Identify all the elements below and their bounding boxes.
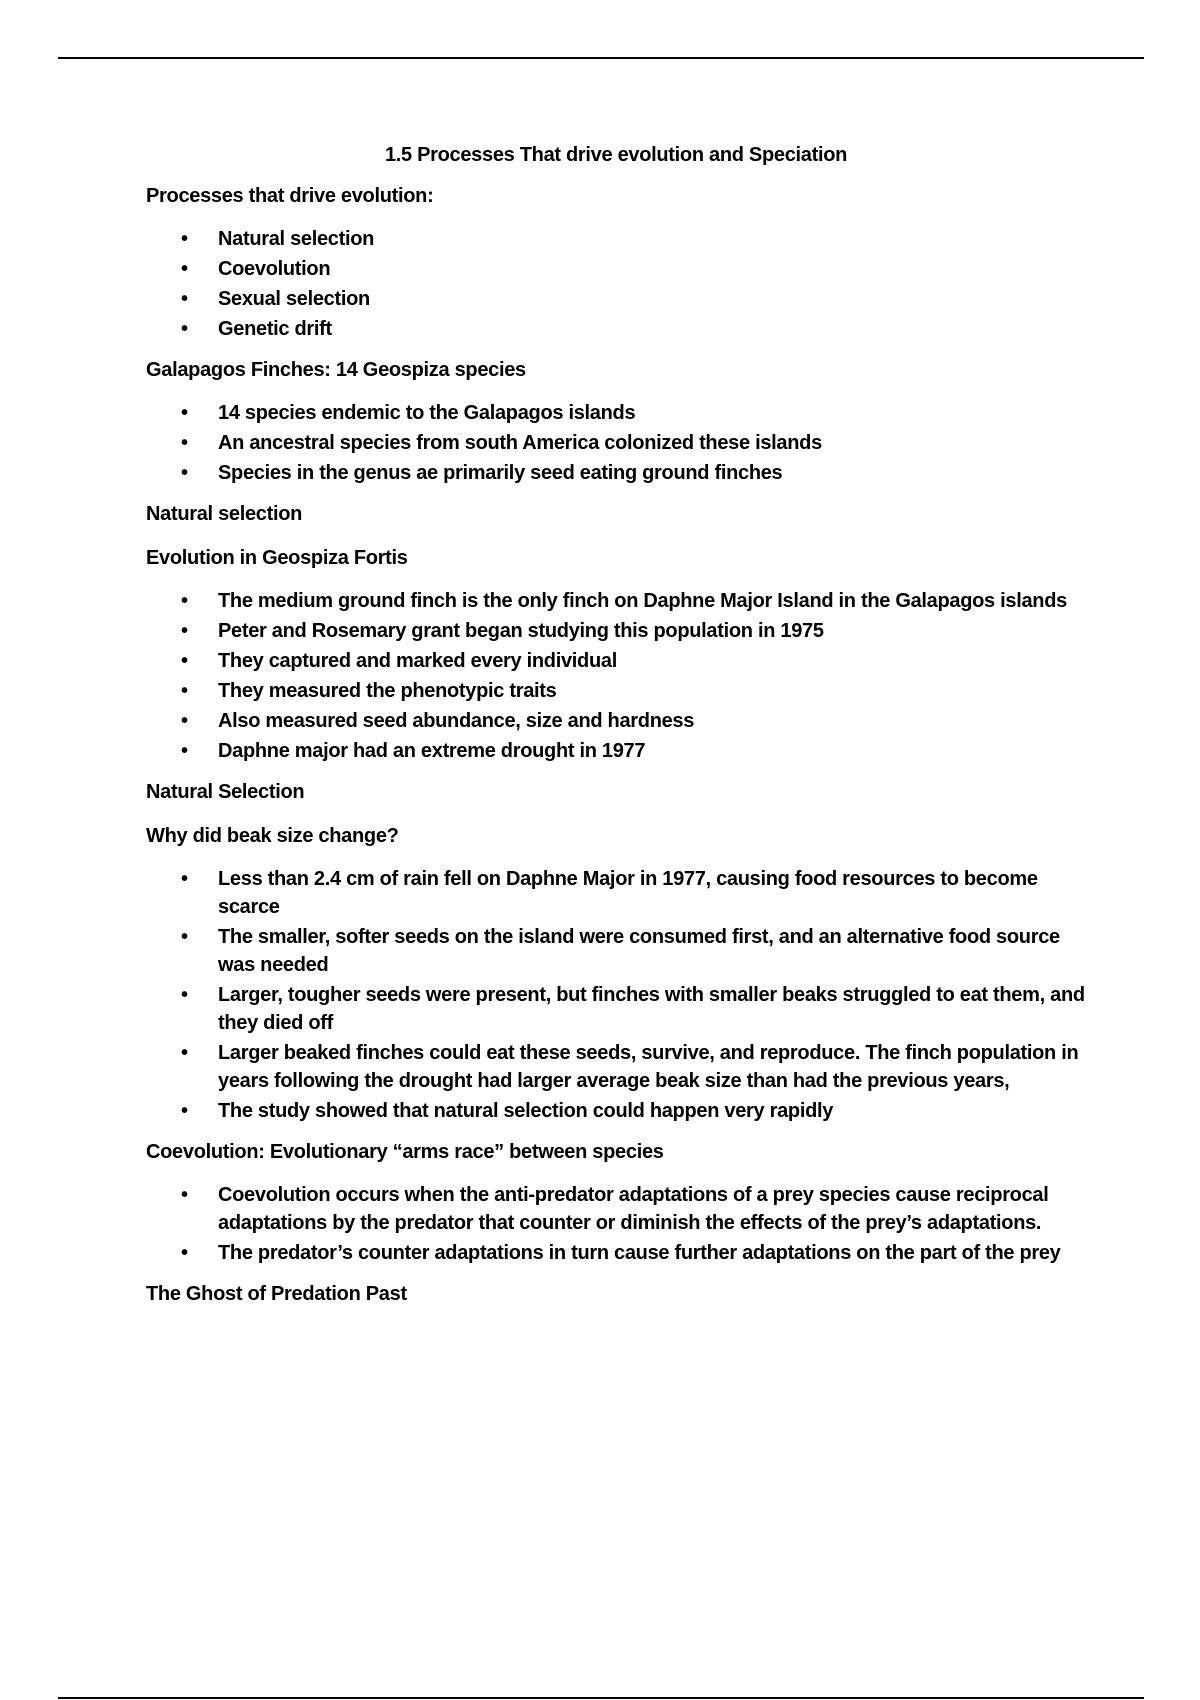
list-item: • Coevolution (146, 255, 1086, 283)
list-item: • The study showed that natural selection could happen very rapidly (146, 1097, 1086, 1125)
section-heading-galapagos: Galapagos Finches: 14 Geospiza species (146, 359, 526, 381)
section-heading-ghost-of-predation: The Ghost of Predation Past (146, 1283, 407, 1305)
document-body (146, 140, 1086, 1323)
beak-size-list (146, 865, 1086, 1125)
section-heading-beak-size: Why did beak size change? (146, 825, 399, 847)
galapagos-list (146, 399, 1086, 487)
list-item: • Natural selection (146, 225, 1086, 253)
list-item: • An ancestral species from south America colonized these islands (146, 429, 1086, 457)
processes-list (146, 225, 1086, 343)
section-heading-processes: Processes that drive evolution: (146, 185, 434, 207)
list-item: • Peter and Rosemary grant began studying this population in 1975 (146, 617, 1086, 645)
list-item: • Less than 2.4 cm of rain fell on Daphne Major in 1977, causing food resources to become scarce (146, 865, 1086, 921)
section-heading-coevolution: Coevolution: Evolutionary “arms race” between species (146, 1141, 664, 1163)
list-item: • Larger beaked finches could eat these seeds, survive, and reproduce. The finch population in years following the drought had larger average beak size than had the previous years, (146, 1039, 1086, 1095)
geospiza-list (146, 587, 1086, 765)
list-item: • The predator’s counter adaptations in turn cause further adaptations on the part of the prey (146, 1239, 1086, 1267)
list-item: • 14 species endemic to the Galapagos islands (146, 399, 1086, 427)
list-item: • Coevolution occurs when the anti-predator adaptations of a prey species cause reciprocal adaptations by the predator that counter or diminish the effects of the prey’s adaptations. (146, 1181, 1086, 1237)
list-item: • Species in the genus ae primarily seed eating ground finches (146, 459, 1086, 487)
bottom-rule (58, 1697, 1144, 1699)
list-item: • Genetic drift (146, 315, 1086, 343)
list-item: • The smaller, softer seeds on the island were consumed first, and an alternative food source was needed (146, 923, 1086, 979)
list-item: • Sexual selection (146, 285, 1086, 313)
top-rule (58, 57, 1144, 59)
section-heading-natural-selection: Natural selection (146, 503, 303, 525)
section-heading-natural-selection-2: Natural Selection (146, 781, 305, 803)
document-title: 1.5 Processes That drive evolution and Speciation (384, 144, 848, 166)
list-item: • Also measured seed abundance, size and hardness (146, 707, 1086, 735)
list-item: • The medium ground finch is the only finch on Daphne Major Island in the Galapagos islands (146, 587, 1086, 615)
list-item: • They captured and marked every individual (146, 647, 1086, 675)
coevolution-list (146, 1181, 1086, 1267)
list-item: • Larger, tougher seeds were present, but finches with smaller beaks struggled to eat them, and they died off (146, 981, 1086, 1037)
list-item: • They measured the phenotypic traits (146, 677, 1086, 705)
list-item: • Daphne major had an extreme drought in 1977 (146, 737, 1086, 765)
section-heading-geospiza-fortis: Evolution in Geospiza Fortis (146, 547, 408, 569)
